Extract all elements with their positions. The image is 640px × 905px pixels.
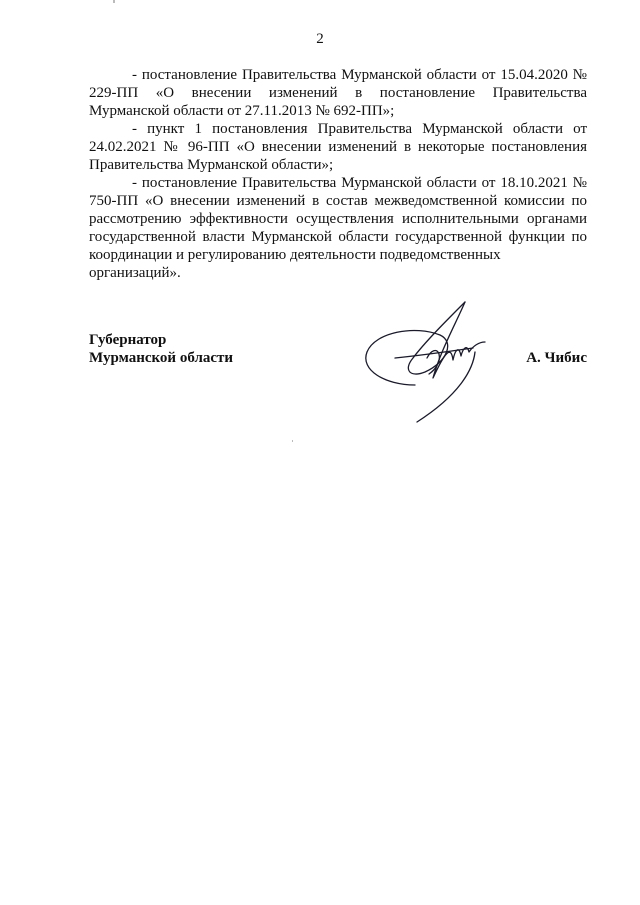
signatory-title-line2: Мурманской области	[89, 350, 234, 366]
list-item: - постановление Правительства Мурманской области от 15.04.2020 № 229-ПП «О внесении изменений в постановление Правительства Мурманской области от 27.11.2013 № 692-ПП»;	[89, 67, 587, 119]
scan-mark	[292, 440, 293, 442]
list-item: - пункт 1 постановления Правительства Мурманской области от 24.02.2021 № 96-ПП «О внесении изменений в некоторые постановления Правительства Мурманской области»;	[89, 121, 587, 173]
scan-mark	[113, 0, 115, 3]
signatory-title-line1: Губернатор	[89, 332, 167, 348]
list-item-ending: организаций».	[89, 265, 181, 281]
page-number: 2	[316, 31, 324, 47]
signatory-title	[89, 331, 233, 367]
handwritten-signature-icon	[355, 290, 505, 425]
list-item: - постановление Правительства Мурманской области от 18.10.2021 № 750-ПП «О внесении изменений в состав межведомственной комиссии по рассмотрению эффективности осуществления исполнительными органами государственной власти Мурманской области государственной функции по координации и регулированию деятельности подведомственных	[89, 175, 587, 263]
amendments-list	[89, 66, 587, 282]
signatory-name: А. Чибис	[526, 350, 587, 366]
